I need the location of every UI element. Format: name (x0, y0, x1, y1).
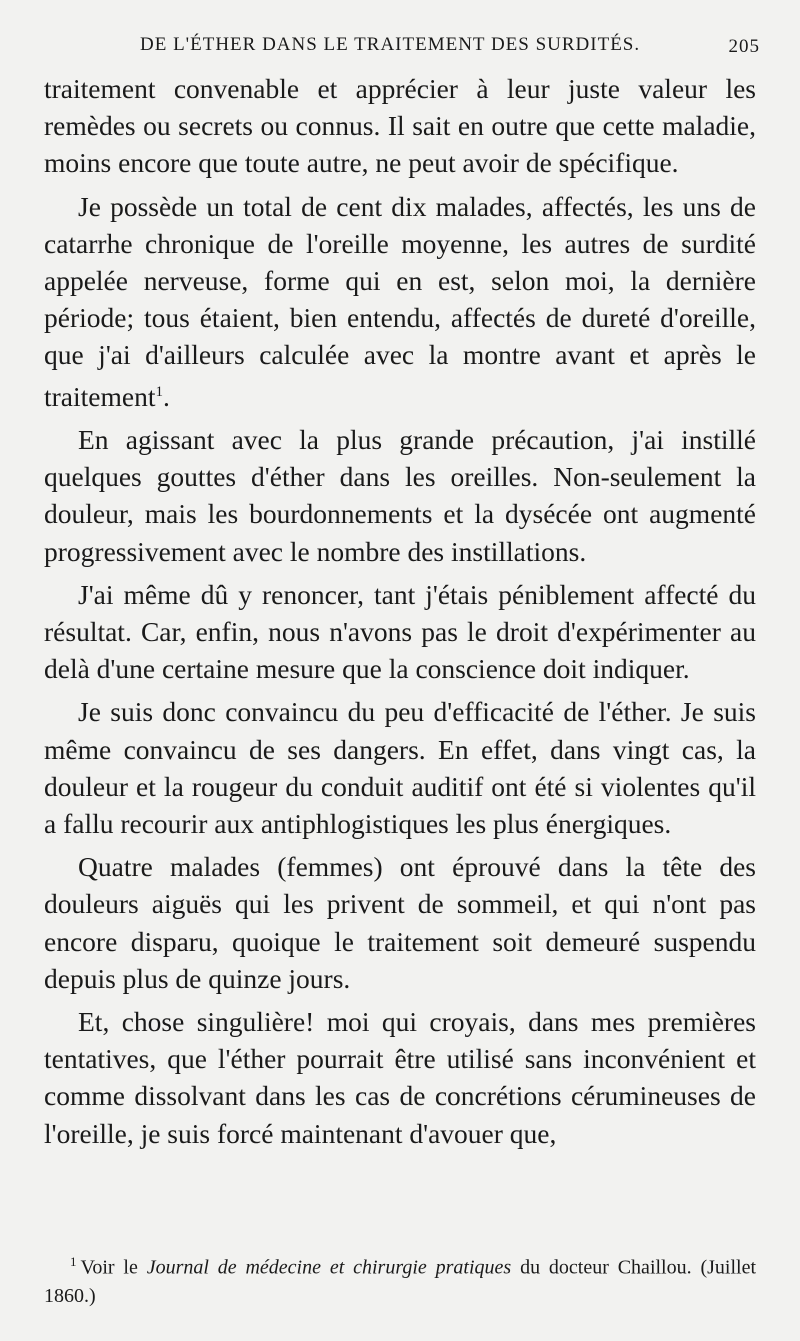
footnote-reference: 1 (155, 383, 163, 400)
running-title: DE L'ÉTHER DANS LE TRAITEMENT DES SURDITÉS. (140, 34, 641, 55)
paragraph-text: Quatre malades (femmes) ont éprouvé dans la tête des douleurs aiguës qui les privent de sommeil, et qui n'ont pas encore disparu, quoique le traitement soit demeuré suspendu depuis plus de quinze jours. (44, 851, 756, 994)
paragraph-dangers (44, 693, 756, 842)
paragraph-text: traitement convenable et apprécier à leur juste valeur les remèdes ou secrets ou connus. Il sait en outre que cette maladie, moins encore que toute autre, ne peut avoir de spécifique. (44, 73, 756, 179)
paragraph-tail: . (162, 380, 170, 412)
paragraph-text: Je possède un total de cent dix malades, affectés, les uns de catarrhe chronique de l'oreille moyenne, les autres de surdité appelée nerveuse, forme qui en est, selon moi, la dernière période; tous étaient, bien entendu, affectés de dureté d'oreille, que j'ai d'ailleurs calculée avec la montre avant et après le traitement (44, 190, 756, 412)
footnote-marker: 1 (70, 1254, 77, 1269)
paragraph-women (44, 848, 756, 997)
page-number: 205 (728, 36, 760, 57)
paragraph-continuation (44, 70, 756, 182)
body-text (44, 70, 756, 1152)
paragraph-text: En agissant avec la plus grande précaution, j'ai instillé quelques gouttes d'éther dans les oreilles. Non-seulement la douleur, mais les bourdonnements et la dysécée ont augmenté progressivement avec le nombre des instillations. (44, 423, 756, 567)
running-head (140, 34, 760, 62)
paragraph-patients (44, 188, 756, 415)
paragraph-instillation (44, 421, 756, 570)
paragraph-cerumen (44, 1003, 756, 1152)
paragraph-renounce (44, 576, 756, 688)
paragraph-text: Je suis donc convaincu du peu d'efficacité de l'éther. Je suis même convaincu de ses dangers. En effet, dans vingt cas, la douleur et la rougeur du conduit auditif ont été si violentes qu'il a fallu recourir aux antiphlogistiques les plus énergiques. (44, 696, 756, 840)
footnote (44, 1248, 756, 1310)
paragraph-text: Et, chose singulière! moi qui croyais, dans mes premières tentatives, que l'éther pourrait être utilisé sans inconvénient et comme dissolvant dans les cas de concrétions cérumineuses de l'oreille, je suis forcé maintenant d'avouer que, (44, 1006, 756, 1149)
footnote-suffix: du docteur Chaillou. (Juillet 1860.) (44, 1256, 756, 1307)
footnote-journal-title: Journal de médecine et chirurgie pratiques (146, 1256, 512, 1279)
footnote-prefix: Voir le (80, 1256, 138, 1279)
paragraph-text: J'ai même dû y renoncer, tant j'étais péniblement affecté du résultat. Car, enfin, nous n'avons pas le droit d'expérimenter au delà d'une certaine mesure que la conscience doit indiquer. (44, 578, 756, 685)
